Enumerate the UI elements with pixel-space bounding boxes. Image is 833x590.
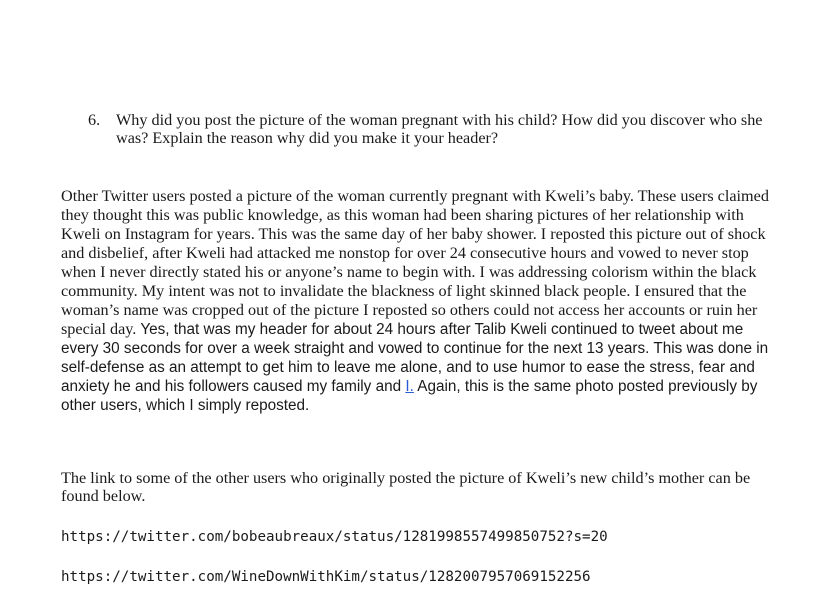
links-intro: The link to some of the other users who originally posted the picture of Kweli’s new child’s mother can be found below.	[61, 469, 751, 505]
question-number: 6.	[88, 111, 101, 129]
answer-text-sans-end: Again, this is the same photo posted previously by other users, which I simply reposted.	[61, 378, 758, 414]
answer-text-serif: Other Twitter users posted a picture of the woman currently pregnant with Kweli’s baby. These users claimed they thought this was public knowledge, as this woman had been sharing pictures of her relationship with Kweli on Instagram for years. This was the same day of her baby shower. I reposted this picture out of shock and disbelief, after Kweli had attacked me nonstop for over 24 consecutive hours and vowed to never stop when I never directly stated his or anyone’s name to begin with. I was addressing colorism within the black community. My intent was not to invalidate the blackness of light skinned black people. I ensured that the woman’s name was cropped out of the picture I reposted so others could not access her accounts or ruin her special day.	[61, 187, 769, 338]
answer-paragraph	[61, 187, 773, 415]
question-6	[88, 111, 768, 147]
twitter-link-1[interactable]: https://twitter.com/bobeaubreaux/status/1281998557499850752?s=20	[61, 529, 608, 545]
answer-text-sans: Yes, that was my header for about 24 hours after Talib Kweli continued to tweet about me every 30 seconds for over a week straight and vowed to continue for the next 13 years. This was done in self-defense as an attempt to get him to leave me alone, and to use humor to ease the stress, fear and anxiety he and his followers caused my family and	[61, 321, 769, 395]
twitter-link-2[interactable]: https://twitter.com/WineDownWithKim/status/1282007957069152256	[61, 569, 591, 585]
answer-underlined-word: I.	[405, 378, 414, 395]
question-text: Why did you post the picture of the woman pregnant with his child? How did you discover who she was? Explain the reason why did you make it your header?	[116, 111, 763, 147]
